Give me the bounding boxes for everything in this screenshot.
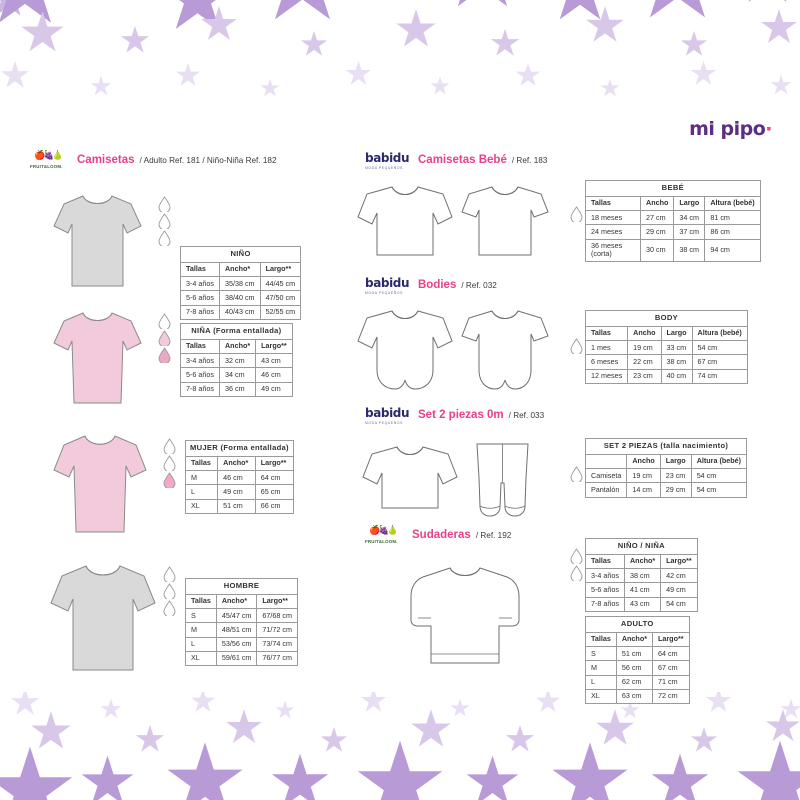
cell: 19 cm (628, 341, 661, 355)
cell: 29 cm (641, 225, 674, 239)
table-row (181, 354, 293, 368)
drop-icon (570, 565, 583, 581)
cell: M (586, 661, 617, 675)
cell: 46 cm (256, 368, 293, 382)
section-title-camisetas-bebe: Camisetas Bebé (418, 154, 507, 167)
cell: 66 cm (255, 499, 293, 513)
drop-icon (163, 455, 176, 471)
col-header (586, 454, 627, 468)
col-header: Largo** (256, 339, 293, 353)
table-set2-wrap (585, 438, 747, 498)
col-header: Ancho* (219, 339, 255, 353)
col-header: Altura (bebé) (705, 196, 760, 210)
section-title-bodies: Bodies (418, 279, 457, 292)
col-header: Ancho* (216, 594, 257, 608)
cell: 56 cm (616, 661, 652, 675)
cell: M (186, 471, 218, 485)
table-row (586, 239, 761, 262)
tshirt-girl-pink-illustration (50, 305, 145, 410)
table-sudadera-nino-wrap (585, 538, 698, 612)
table-row (181, 368, 293, 382)
cell: 33 cm (661, 341, 692, 355)
cell: 54 cm (691, 469, 746, 483)
section-header-sudaderas (365, 525, 511, 545)
section-header-set2 (365, 405, 544, 425)
cell: 71 cm (653, 675, 690, 689)
cell: 38/40 cm (219, 291, 260, 305)
drop-icon (158, 230, 171, 246)
cell: 86 cm (705, 225, 760, 239)
brand-dot: · (765, 118, 772, 140)
cell: 72 cm (653, 689, 690, 703)
cell: 29 cm (660, 483, 691, 497)
size-guide-content (0, 150, 800, 710)
babidu-logo-sub: MODA PEQUEÑOS (365, 291, 403, 295)
sweatshirt-illustration (405, 558, 525, 678)
cell: 94 cm (705, 239, 760, 262)
cell: 12 meses (586, 369, 628, 383)
col-header: Ancho (628, 326, 661, 340)
drop-icon (163, 472, 176, 488)
fabric-drops-bebe (570, 206, 583, 223)
cell: 7-8 años (181, 305, 220, 319)
babidu-logo-icon (365, 405, 413, 425)
section-subtitle-camisetas: / Adulto Ref. 181 / Niño-Niña Ref. 182 (139, 155, 277, 165)
table-row (586, 597, 698, 611)
cell: 32 cm (219, 354, 255, 368)
cell: 37 cm (674, 225, 705, 239)
table-row (586, 369, 748, 383)
cell: 52/55 cm (260, 305, 301, 319)
col-header: Largo (661, 326, 692, 340)
cell: S (586, 647, 617, 661)
cell: 38 cm (674, 239, 705, 262)
cell: 71/72 cm (257, 623, 298, 637)
cell: 54 cm (692, 341, 747, 355)
table-row (186, 485, 294, 499)
table-sudadera-adulto-wrap (585, 616, 690, 704)
row-set2 (365, 428, 780, 538)
fruit-logo-text: FRUIT&LOOM. (30, 164, 63, 169)
fabric-drops-nino (158, 196, 171, 247)
baby-set-pants-illustration (455, 438, 550, 526)
col-header: Tallas (586, 632, 617, 646)
tshirt-woman-pink-illustration (50, 428, 150, 540)
table-row (586, 355, 748, 369)
cell: 64 cm (255, 471, 293, 485)
section-title-set2: Set 2 piezas 0m (418, 409, 504, 422)
cell: 3-4 años (181, 277, 220, 291)
cell: 81 cm (705, 211, 760, 225)
cell: 51 cm (616, 647, 652, 661)
col-header: Largo (674, 196, 705, 210)
section-title-camisetas: Camisetas (77, 154, 135, 166)
col-header: Tallas (186, 594, 217, 608)
row-camisetas-bebe (365, 172, 780, 277)
table-caption: BEBÉ (586, 181, 761, 197)
drop-icon (158, 313, 171, 329)
table-row (586, 661, 690, 675)
babidu-logo-icon (365, 150, 413, 170)
table-sudadera-adulto (585, 616, 690, 704)
cell: 7-8 años (181, 382, 220, 396)
table-row (586, 341, 748, 355)
table-hombre-wrap (185, 578, 298, 666)
fruit-of-the-loom-logo-icon (30, 150, 72, 170)
star-pattern-top-svg (0, 0, 800, 118)
section-subtitle-camisetas-bebe: / Ref. 183 (511, 155, 548, 165)
table-mujer-wrap (185, 440, 294, 514)
col-header: Ancho* (218, 456, 256, 470)
table-body (585, 310, 748, 384)
table-sudadera-nino (585, 538, 698, 612)
cell: 3-4 años (586, 569, 625, 583)
col-header: Largo (660, 454, 691, 468)
cell: 14 cm (627, 483, 660, 497)
cell: 67 cm (653, 661, 690, 675)
cell: 47/50 cm (260, 291, 301, 305)
cell: 35/38 cm (219, 277, 260, 291)
fruit-logo-text: FRUIT&LOOM. (365, 539, 398, 544)
table-row (186, 623, 298, 637)
babidu-logo-word: babidu (365, 151, 410, 165)
decorative-star-band-top (0, 0, 800, 118)
table-caption: HOMBRE (186, 579, 298, 595)
col-header: Largo** (653, 632, 690, 646)
tshirt-man-grey-illustration (48, 558, 158, 678)
cell: 19 cm (627, 469, 660, 483)
table-row (586, 225, 761, 239)
row-hombre (30, 558, 370, 688)
table-row (586, 483, 747, 497)
fabric-drops-set2 (570, 466, 583, 483)
col-header: Tallas (586, 554, 625, 568)
cell: 41 cm (624, 583, 660, 597)
cell: 5-6 años (181, 368, 220, 382)
babidu-logo-word: babidu (365, 406, 410, 420)
cell: 62 cm (616, 675, 652, 689)
cell: 43 cm (256, 354, 293, 368)
cell: 34 cm (219, 368, 255, 382)
section-header-bodies (365, 275, 497, 295)
col-header: Altura (bebé) (692, 326, 747, 340)
table-row (181, 277, 301, 291)
babidu-logo-sub: MODA PEQUEÑOS (365, 421, 403, 425)
drop-icon (570, 548, 583, 564)
cell: 38 cm (661, 355, 692, 369)
col-header: Tallas (586, 326, 628, 340)
table-caption: ADULTO (586, 617, 690, 633)
table-row (586, 647, 690, 661)
cell: 5-6 años (586, 583, 625, 597)
cell: 42 cm (661, 569, 698, 583)
cell: 76/77 cm (257, 651, 298, 665)
col-header: Altura (bebé) (691, 454, 746, 468)
cell: 44/45 cm (260, 277, 301, 291)
col-header: Largo** (260, 262, 301, 276)
col-header: Largo** (257, 594, 298, 608)
col-header: Ancho* (616, 632, 652, 646)
cell: Camiseta (586, 469, 627, 483)
cell: L (586, 675, 617, 689)
cell: XL (186, 651, 217, 665)
fruit-cluster-icon: 🍎🍇🍐 (34, 150, 62, 160)
cell: 64 cm (653, 647, 690, 661)
cell: 5-6 años (181, 291, 220, 305)
cell: XL (586, 689, 617, 703)
drop-icon (570, 466, 583, 482)
table-caption: SET 2 PIEZAS (talla nacimiento) (586, 439, 747, 455)
table-row (586, 469, 747, 483)
drop-icon (163, 566, 176, 582)
cell: 49 cm (661, 583, 698, 597)
cell: 30 cm (641, 239, 674, 262)
drop-icon (163, 600, 176, 616)
table-row (186, 609, 298, 623)
table-row (181, 382, 293, 396)
fabric-drops-sudadera (570, 548, 583, 582)
cell: M (186, 623, 217, 637)
table-nina (180, 323, 293, 397)
col-header: Ancho (641, 196, 674, 210)
cell: 74 cm (692, 369, 747, 383)
row-mujer (30, 428, 370, 548)
cell: 54 cm (691, 483, 746, 497)
babidu-logo-word: babidu (365, 276, 410, 290)
col-header: Tallas (181, 262, 220, 276)
section-subtitle-sudaderas: / Ref. 192 (475, 530, 512, 540)
cell: 23 cm (628, 369, 661, 383)
drop-icon (158, 347, 171, 363)
section-header-camisetas-bebe (365, 150, 547, 170)
table-caption: MUJER (Forma entallada) (186, 441, 294, 457)
cell: 18 meses (586, 211, 641, 225)
col-header: Ancho* (624, 554, 660, 568)
col-header: Ancho (627, 454, 660, 468)
baby-set-top-illustration (360, 438, 460, 518)
table-body-wrap (585, 310, 748, 384)
brand-name: mi pipo (689, 118, 766, 140)
drop-icon (158, 213, 171, 229)
cell: 45/47 cm (216, 609, 257, 623)
table-bebe (585, 180, 761, 262)
cell: 43 cm (624, 597, 660, 611)
fabric-drops-nina (158, 313, 171, 364)
baby-body-longsleeve-illustration (355, 304, 455, 396)
table-row (586, 689, 690, 703)
cell: 48/51 cm (216, 623, 257, 637)
row-nino (30, 188, 370, 317)
cell: 1 mes (586, 341, 628, 355)
section-subtitle-bodies: / Ref. 032 (461, 280, 497, 290)
baby-body-shortsleeve-illustration (455, 304, 555, 396)
table-row (181, 291, 301, 305)
table-row (586, 583, 698, 597)
col-header: Tallas (586, 196, 641, 210)
cell: 34 cm (674, 211, 705, 225)
brand-logo (689, 118, 772, 140)
cell: 67 cm (692, 355, 747, 369)
cell: XL (186, 499, 218, 513)
table-row (186, 651, 298, 665)
col-header: Tallas (186, 456, 218, 470)
drop-icon (163, 438, 176, 454)
row-bodies (365, 298, 780, 408)
drop-icon (570, 206, 583, 222)
table-hombre (185, 578, 298, 666)
cell: 53/56 cm (216, 637, 257, 651)
cell: 51 cm (218, 499, 256, 513)
cell: 54 cm (661, 597, 698, 611)
section-subtitle-set2: / Ref. 033 (508, 410, 545, 420)
cell: 27 cm (641, 211, 674, 225)
cell: 3-4 años (181, 354, 220, 368)
fabric-drops-body (570, 338, 583, 355)
drop-icon (158, 330, 171, 346)
table-caption: BODY (586, 311, 748, 327)
cell: 36 cm (219, 382, 255, 396)
fabric-drops-mujer (163, 438, 176, 489)
cell: 36 meses (corta) (586, 239, 641, 262)
fruit-cluster-icon: 🍎🍇🍐 (369, 525, 397, 535)
table-row (586, 675, 690, 689)
cell: 23 cm (660, 469, 691, 483)
col-header: Tallas (181, 339, 220, 353)
table-bebe-wrap (585, 180, 761, 262)
cell: 24 meses (586, 225, 641, 239)
cell: L (186, 637, 217, 651)
table-nina-wrap (180, 323, 293, 397)
table-row (186, 471, 294, 485)
row-nina (30, 305, 370, 415)
cell: 59/61 cm (216, 651, 257, 665)
cell: 40/43 cm (219, 305, 260, 319)
col-header: Largo** (661, 554, 698, 568)
cell: 7-8 años (586, 597, 625, 611)
cell: 67/68 cm (257, 609, 298, 623)
cell: 6 meses (586, 355, 628, 369)
cell: 63 cm (616, 689, 652, 703)
fruit-of-the-loom-logo-icon (365, 525, 407, 545)
table-row (186, 637, 298, 651)
babidu-logo-icon (365, 275, 413, 295)
cell: 22 cm (628, 355, 661, 369)
baby-shortsleeve-tshirt-illustration (455, 180, 555, 262)
table-row (586, 569, 698, 583)
cell: 65 cm (255, 485, 293, 499)
fabric-drops-hombre (163, 566, 176, 617)
drop-icon (163, 583, 176, 599)
col-header: Ancho* (219, 262, 260, 276)
cell: 73/74 cm (257, 637, 298, 651)
col-header: Largo** (255, 456, 293, 470)
cell: L (186, 485, 218, 499)
table-row (586, 211, 761, 225)
drop-icon (570, 338, 583, 354)
cell: 46 cm (218, 471, 256, 485)
cell: 49 cm (218, 485, 256, 499)
cell: Pantalón (586, 483, 627, 497)
drop-icon (158, 196, 171, 212)
table-row (186, 499, 294, 513)
cell: 40 cm (661, 369, 692, 383)
table-caption: NIÑO (181, 247, 301, 263)
cell: 49 cm (256, 382, 293, 396)
table-caption: NIÑA (Forma entallada) (181, 324, 293, 340)
baby-longsleeve-tshirt-illustration (355, 180, 455, 262)
table-caption: NIÑO / NIÑA (586, 539, 698, 555)
table-mujer (185, 440, 294, 514)
tshirt-kid-grey-illustration (50, 188, 145, 293)
table-set2 (585, 438, 747, 498)
babidu-logo-sub: MODA PEQUEÑOS (365, 166, 403, 170)
section-title-sudaderas: Sudaderas (412, 529, 471, 541)
cell: 38 cm (624, 569, 660, 583)
section-header-camisetas (30, 150, 277, 170)
cell: S (186, 609, 217, 623)
